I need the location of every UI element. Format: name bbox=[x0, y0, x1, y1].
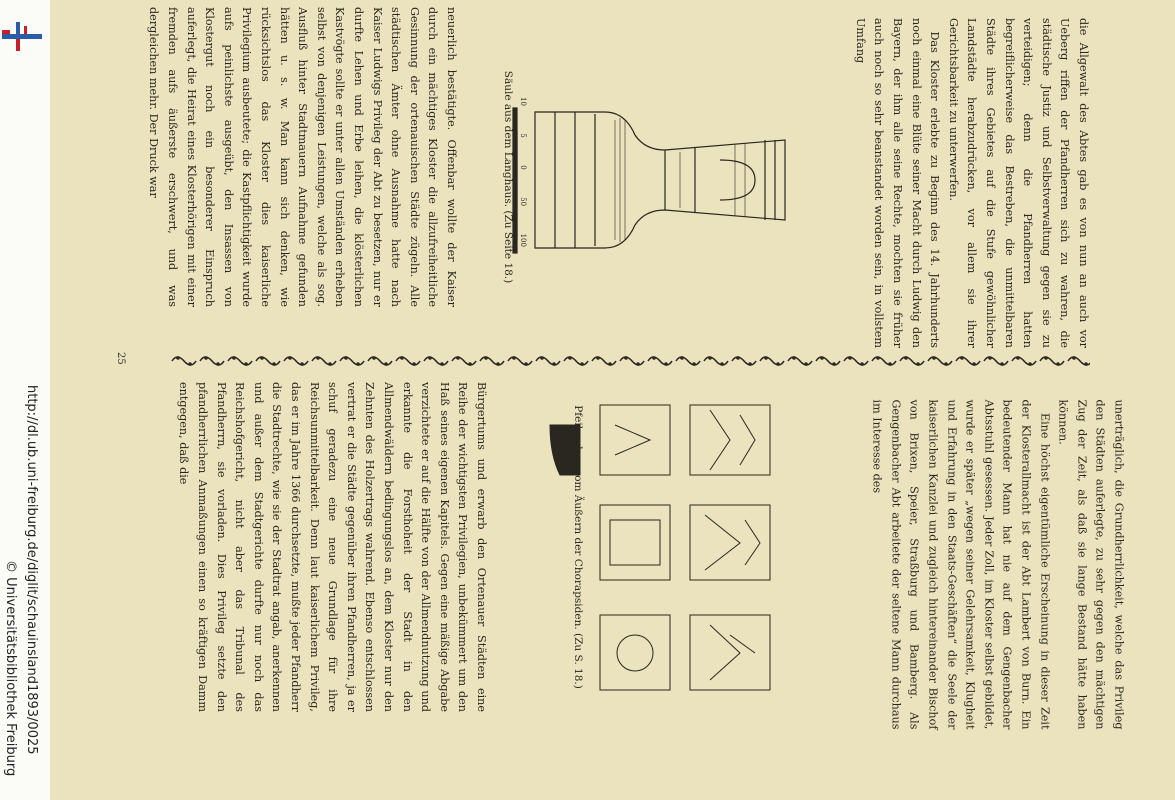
paragraph: die Allgewalt des Abtes gab es von nun an auch vor Ueberg riffen der Pfandherren sich zu wahren, die städtische Justiz und Selbstverwaltung gegen sie zu verteidigen; denn die Pfandherren hatten begreiflicherweise das Bestreben, die unmittelbaren Städte ihres Gebietes auf die Stufe gewöhnlicher Landstädte herabzudrücken, vor allem sie ihrer Gerichtsbarkeit zu unterwerfen. bbox=[946, 18, 1090, 348]
source-url[interactable]: http://dl.ub.uni-freiburg.de/diglit/schauinsland1893/0025 bbox=[24, 385, 39, 755]
scale-bar bbox=[513, 97, 527, 247]
upper-figure-caption: Säule aus dem Langhaus. (Zu Seite 18.) bbox=[502, 70, 514, 284]
page-number: 25 bbox=[115, 352, 126, 365]
upper-right-text-column bbox=[802, 18, 1092, 348]
lower-figure-caption: Pfeilerchen vom Äußern der Chorapsiden. (Zu S. 18.) bbox=[572, 405, 584, 689]
ub-freiburg-logo-icon bbox=[2, 22, 42, 52]
paragraph: Eine höchst eigentümliche Erscheinung in dieser Zeit der Klosterallmacht ist der Abt Lambert von Burn. Ein bedeutender Mann hat nie auf dem Gengenbacher Abtsstuhl gesessen. Jeder Zoll, im Kloster selbst gebildet, wurde er später „wegen seiner Gelehrsamkeit, Klugheit und Erfahrung in den Staats-Geschäften“ die Seele der kaiserlichen Kanzlei und zugleich hintereinander Bischof von Brixen, Speier, Straßburg und Bamberg. Als Gengenbacher Abt arbeitete der seltene Mann durchaus im Interesse des bbox=[870, 399, 1052, 730]
scale-label: 50 bbox=[519, 197, 527, 207]
lower-left-text-column bbox=[177, 382, 490, 712]
paragraph: unerträglich, die Grundherrlichkeit, welche das Privileg den Städten auferlegte, zu sehr gegen den mächtigen Zug der Zeit, als daß sie lange Bestand hätte haben können. bbox=[1056, 399, 1126, 730]
copyright-notice: © Universitätsbibliothek Freiburg bbox=[3, 560, 18, 777]
paragraph: neuerlich bestätigte. Offenbar wollte der Kaiser durch ein mächtiges Kloster die allzufreiheitliche Gesinnung der ortenauischen Städte zügeln. Alle städtischen Ämter ohne Ausnahme hatte nach Kaiser Ludwigs Privileg der Abt zu besetzen, nur er durfte Lehen und Erbe leihen, die klösterlichen Kastvögte sollte er unter allen Umständen erheben selbst von denjenigen Leistungen, welche als sog. Ausfluß hinter Stadtmauern Aufnahme gefunden hätten u. s. w. Man kann sich denken, wie rücksichtslos das Kloster dies kaiserliche Privilegium ausbeutete; die Kastpflichtigkeit wurde aufs peinlichste ausgeübt, den Insassen von Klostergut noch ein besonderer Einspruch auferlegt, die Heirat eines Klosterhörigen mit einer fremden aufs äußerste erschwert, und was dergleichen mehr. Der Druck war bbox=[147, 7, 458, 307]
column-base-illustration bbox=[495, 100, 805, 260]
scale-label: 0 bbox=[519, 165, 527, 170]
scale-label: 10 bbox=[519, 97, 527, 106]
upper-left-text-column bbox=[147, 7, 460, 307]
ornamental-divider bbox=[170, 352, 1090, 370]
paragraph: Bürgertums und erwarb den Ortenauer Städten eine Reihe der wichtigsten Privilegien, unbekümmert um den Haß seines eigenen Kapitels. Gegen eine mäßige Abgabe verzichtete er auf die Hälfte von der Allmendnutzung und erkannte die Forsthoheit der Stadt in den Allmendwäldern bedingungslos an, dem Kloster nur den Zehnten des Holzertrags wahrend. Ebenso entschlossen vertrat er die Städte gegenüber ihren Pfandherren, ja er schuf geradezu eine neue Grundlage für ihre Reichsunmittelbarkeit. Denn laut kaiserlichem Privileg, das er im Jahre 1366 durchsetzte, mußte jeder Pfandherr die Stadtrechte, wie sie der Stadtrat angab, anerkennen und außer dem Stadtgerichte durfte nur noch das Reichshofgericht, nicht aber das Tribunal des Pfandherrn, sie vorladen. Dies Privileg setzte den pfandherrlichen Anmaßungen einen so kräftigen Damm entgegen, daß die bbox=[177, 382, 488, 712]
viewer-sidebar bbox=[0, 0, 51, 800]
scale-label: 5 bbox=[519, 133, 527, 138]
scanned-page bbox=[50, 0, 1175, 800]
scale-label: 100 bbox=[519, 233, 527, 247]
paragraph: Das Kloster erlebte zu Beginn des 14. Jahrhunderts noch einmal eine Blüte seiner Macht durch Ludwig den Bayern, der ihm alle seine Rechte, mochten sie früher auch noch so sehr beanstandet worden sein, in vollstem Umfang bbox=[853, 18, 942, 348]
lower-right-text-column bbox=[863, 400, 1128, 730]
